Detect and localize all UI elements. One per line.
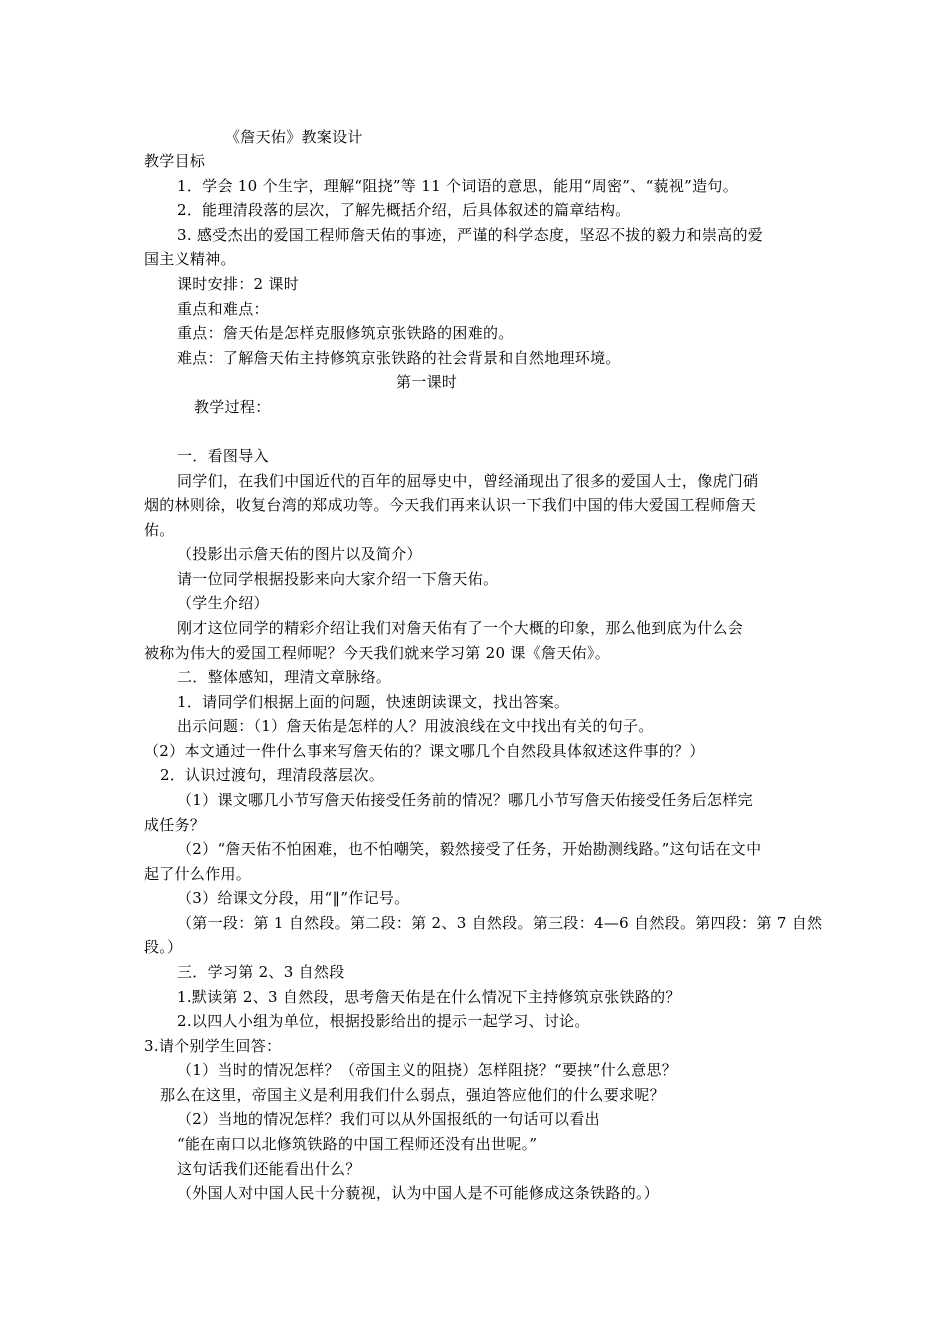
paragraph-line: （学生介绍） bbox=[177, 594, 269, 612]
paragraph-line: 起了什么作用。 bbox=[144, 865, 252, 883]
paragraph-line: 段。） bbox=[144, 938, 183, 956]
paragraph-line: （外国人对中国人民十分藐视，认为中国人是不可能修成这条铁路的。） bbox=[177, 1184, 660, 1202]
paragraph-line: （3）给课文分段，用“‖”作记号。 bbox=[177, 889, 410, 907]
paragraph-line: （2）“詹天佑不怕困难，也不怕嘲笑，毅然接受了任务，开始勘测线路。”这句话在文中 bbox=[177, 840, 762, 858]
objective-2: 2．能理清段落的层次，了解先概括介绍，后具体叙述的篇章结构。 bbox=[177, 201, 631, 219]
section-two-heading: 二．整体感知，理清文章脉络。 bbox=[177, 668, 392, 686]
paragraph-line: 2．认识过渡句，理清段落层次。 bbox=[160, 766, 385, 784]
objective-3-cont: 国主义精神。 bbox=[144, 250, 236, 268]
paragraph-line: 成任务？ bbox=[144, 816, 206, 834]
paragraph-line: （1）当时的情况怎样？（帝国主义的阻挠）怎样阻挠？“要挟”什么意思？ bbox=[177, 1061, 678, 1079]
objective-1: 1．学会 10 个生字，理解“阻挠”等 11 个词语的意思，能用“周密”、“藐视”造句。 bbox=[177, 177, 739, 195]
paragraph-line: 被称为伟大的爱国工程师呢？今天我们就来学习第 20 课《詹天佑》。 bbox=[144, 644, 611, 662]
paragraph-line: 2.以四人小组为单位，根据投影给出的提示一起学习、讨论。 bbox=[177, 1012, 590, 1030]
paragraph-line: （2）当地的情况怎样？我们可以从外国报纸的一句话可以看出 bbox=[177, 1110, 600, 1128]
key-point-line: 重点：詹天佑是怎样克服修筑京张铁路的困难的。 bbox=[177, 324, 514, 342]
objective-3: 3. 感受杰出的爱国工程师詹天佑的事迹，严谨的科学态度，坚忍不拔的毅力和崇高的爱 bbox=[177, 226, 764, 244]
paragraph-line: 刚才这位同学的精彩介绍让我们对詹天佑有了一个大概的印象，那么他到底为什么会 bbox=[177, 619, 744, 637]
schedule-line: 课时安排：2 课时 bbox=[177, 275, 300, 293]
section-three-heading: 三．学习第 2、3 自然段 bbox=[177, 963, 345, 981]
section-one-heading: 一．看图导入 bbox=[177, 447, 269, 465]
paragraph-line: 1.默读第 2、3 自然段，思考詹天佑是在什么情况下主持修筑京张铁路的？ bbox=[177, 988, 681, 1006]
paragraph-line: 这句话我们还能看出什么？ bbox=[177, 1160, 361, 1178]
paragraph-line: 佑。 bbox=[144, 521, 175, 539]
lesson-one-heading: 第一课时 bbox=[396, 373, 458, 391]
quote-line: “能在南口以北修筑铁路的中国工程师还没有出世呢。” bbox=[177, 1135, 538, 1153]
paragraph-line: （第一段：第 1 自然段。第二段：第 2、3 自然段。第三段：4—6 自然段。第四段：第 7 自然 bbox=[177, 914, 823, 932]
paragraph-line: 出示问题：（1）詹天佑是怎样的人？用波浪线在文中找出有关的句子。 bbox=[177, 717, 654, 735]
document-title: 《詹天佑》教案设计 bbox=[225, 128, 363, 146]
difficulty-line: 难点：了解詹天佑主持修筑京张铁路的社会背景和自然地理环境。 bbox=[177, 349, 621, 367]
section-heading-objectives: 教学目标 bbox=[144, 152, 206, 170]
paragraph-line: 3.请个别学生回答： bbox=[144, 1037, 282, 1055]
paragraph-line: （2）本文通过一件什么事来写詹天佑的？课文哪几个自然段具体叙述这件事的？） bbox=[144, 742, 705, 760]
paragraph-line: 那么在这里，帝国主义是利用我们什么弱点，强迫答应他们的什么要求呢？ bbox=[160, 1086, 665, 1104]
paragraph-line: 请一位同学根据投影来向大家介绍一下詹天佑。 bbox=[177, 570, 499, 588]
paragraph-line: （投影出示詹天佑的图片以及简介） bbox=[177, 545, 422, 563]
process-heading: 教学过程： bbox=[194, 398, 271, 416]
paragraph-line: 同学们，在我们中国近代的百年的屈辱史中，曾经涌现出了很多的爱国人士，像虎门硝 bbox=[177, 472, 759, 490]
paragraph-line: 1．请同学们根据上面的问题，快速朗读课文，找出答案。 bbox=[177, 693, 570, 711]
key-points-heading: 重点和难点： bbox=[177, 300, 269, 318]
paragraph-line: （1）课文哪几小节写詹天佑接受任务前的情况？哪几小节写詹天佑接受任务后怎样完 bbox=[177, 791, 753, 809]
paragraph-line: 烟的林则徐，收复台湾的郑成功等。今天我们再来认识一下我们中国的伟大爱国工程师詹天 bbox=[144, 496, 757, 514]
